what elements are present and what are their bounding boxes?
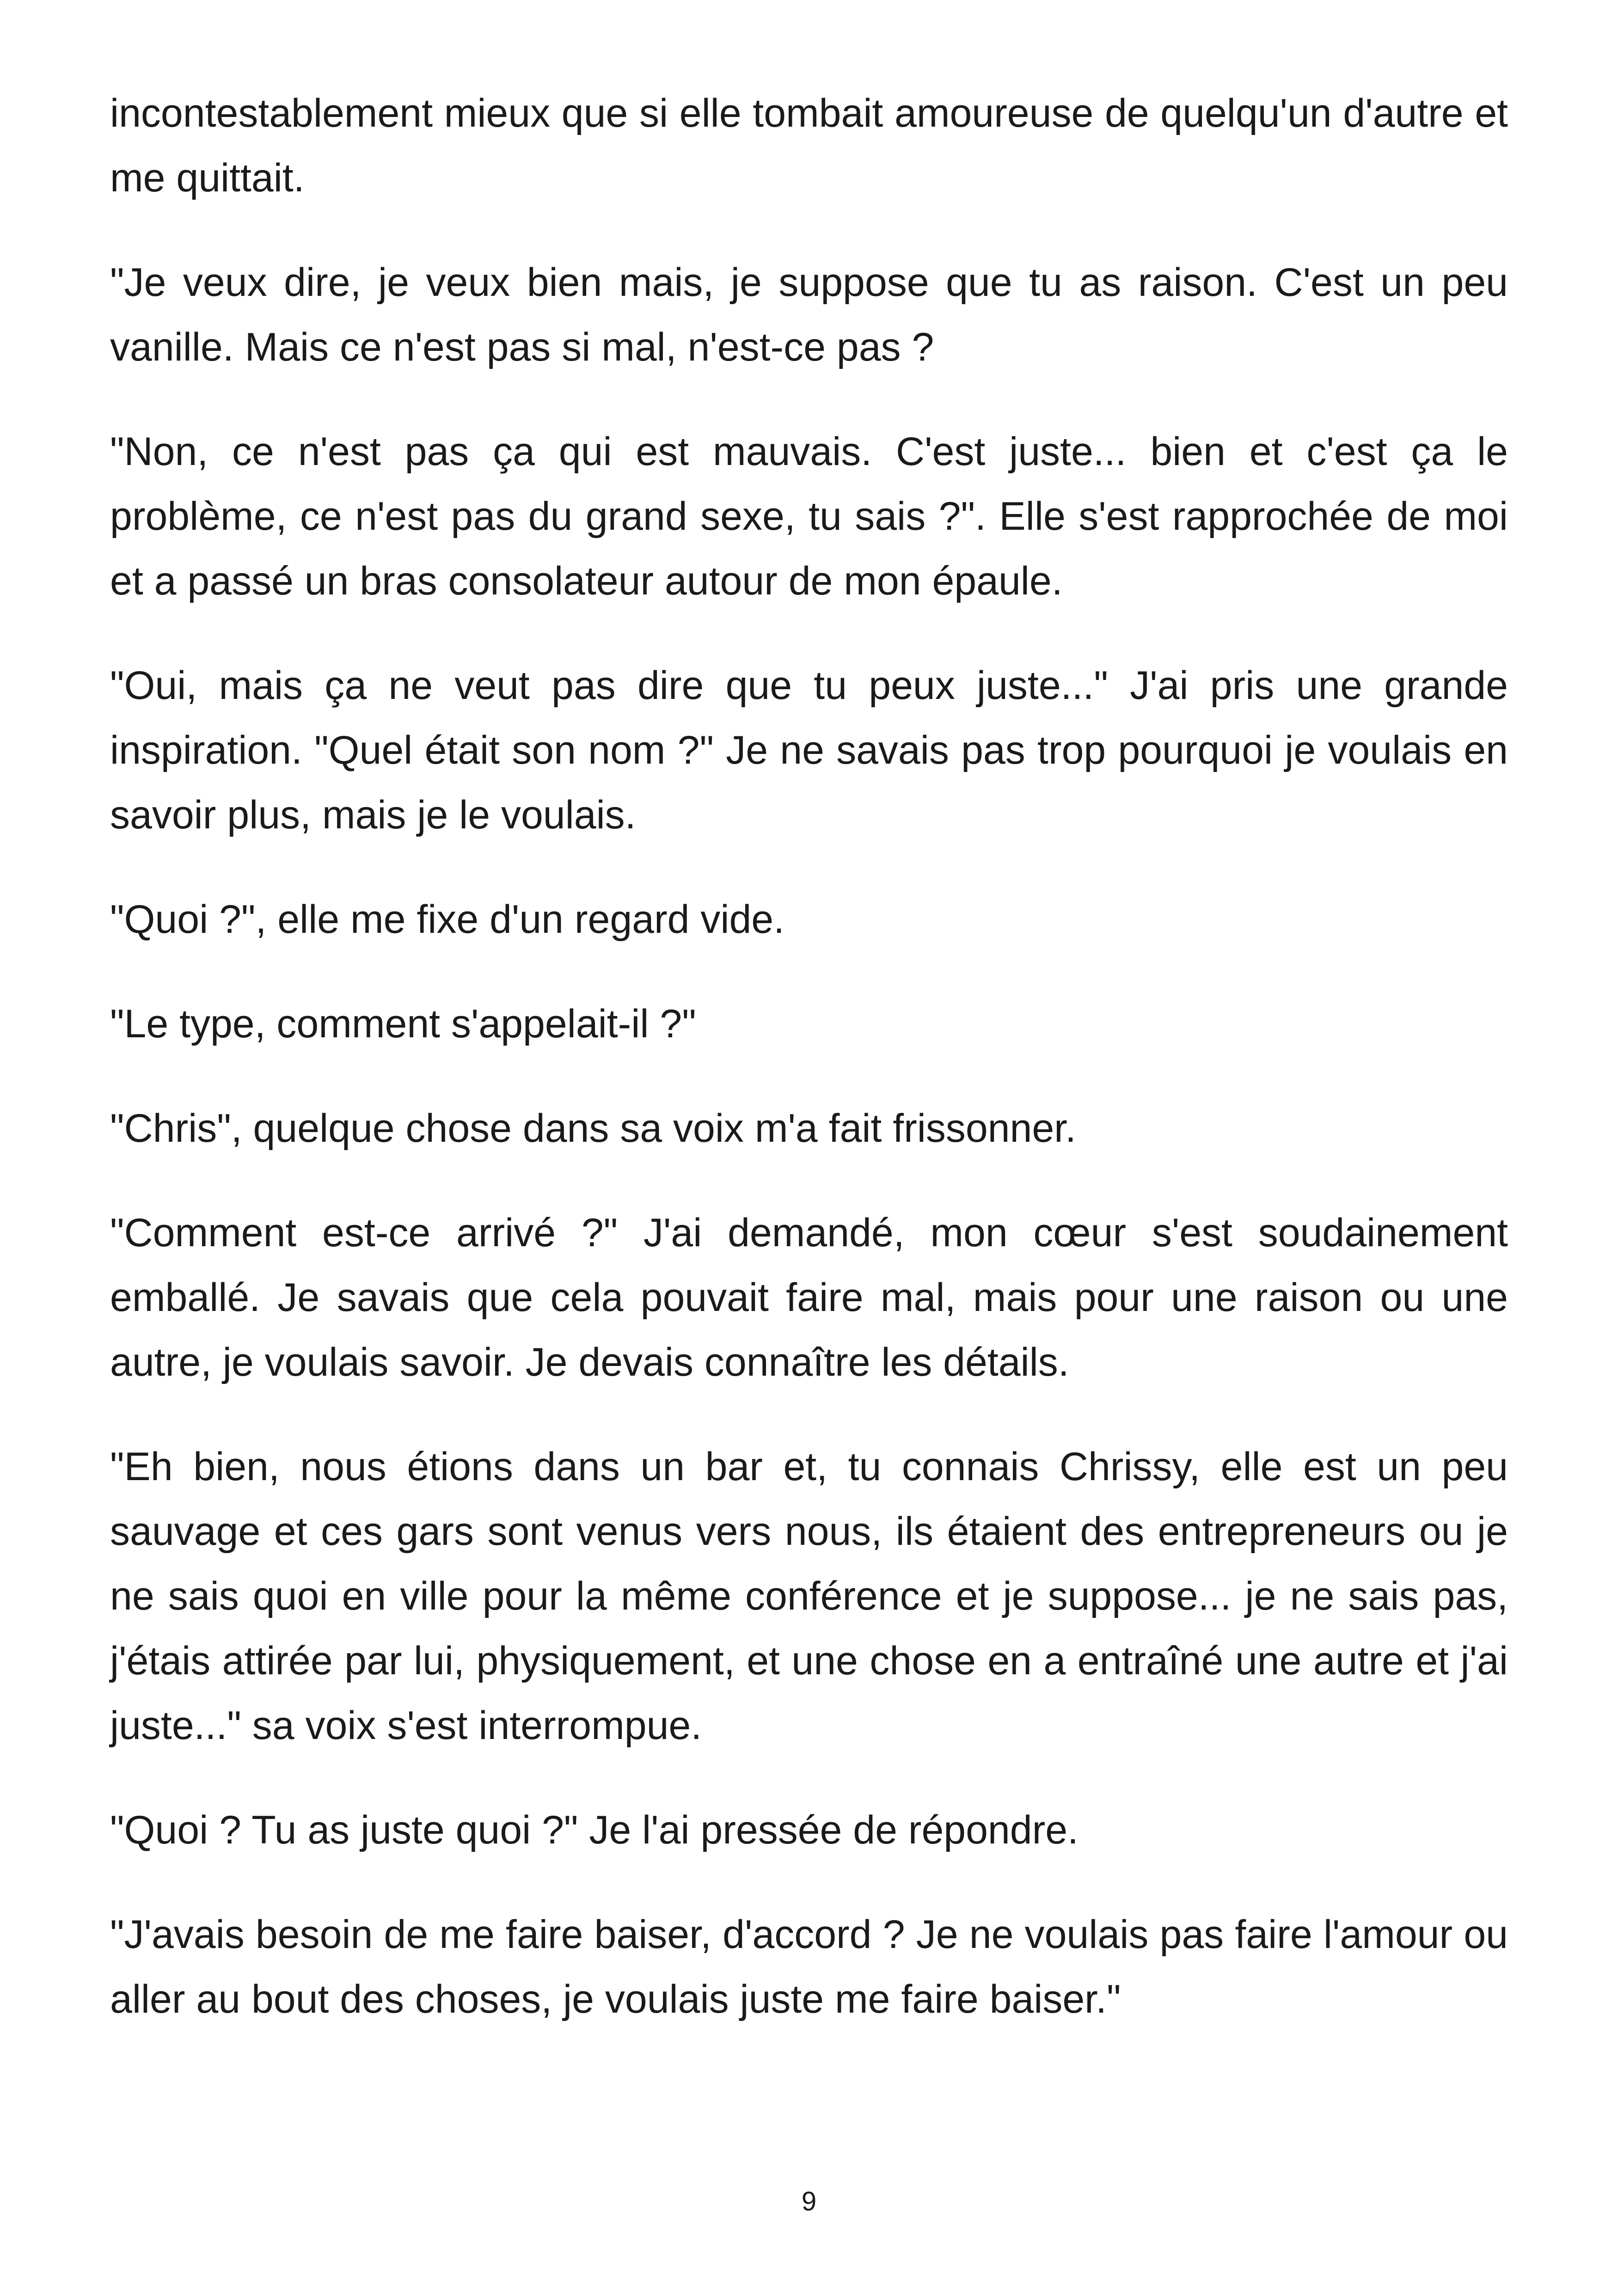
paragraph: "Quoi ?", elle me fixe d'un regard vide. — [110, 897, 785, 942]
paragraph: "Eh bien, nous étions dans un bar et, tu connais Chrissy, elle est un peu sauvage et ces gars sont venus vers nous, ils étaient des entrepreneurs ou je ne sais quoi en ville pour la même conférence et je suppose... je ne sais pas, j'étais attirée par lui, physiquement, et une chose en a entraîné une autre et j'ai juste..." sa voix s'est interrompue. — [110, 1445, 1508, 1748]
paragraph: "Non, ce n'est pas ça qui est mauvais. C'est juste... bien et c'est ça le problème, ce n'est pas du grand sexe, tu sais ?". Elle s'est rapprochée de moi et a passé un bras consolateur autour de mon épaule. — [110, 429, 1508, 603]
paragraph: "J'avais besoin de me faire baiser, d'accord ? Je ne voulais pas faire l'amour ou aller au bout des choses, je voulais juste me faire baiser." — [110, 1912, 1508, 2021]
paragraph: "Chris", quelque chose dans sa voix m'a fait frissonner. — [110, 1106, 1076, 1151]
page-number: 9 — [801, 2186, 817, 2216]
paragraph: "Le type, comment s'appelait-il ?" — [110, 1002, 696, 1046]
paragraph: "Je veux dire, je veux bien mais, je suppose que tu as raison. C'est un peu vanille. Mais ce n'est pas si mal, n'est-ce pas ? — [110, 260, 1508, 369]
paragraph: "Oui, mais ça ne veut pas dire que tu peux juste..." J'ai pris une grande inspiration. "Quel était son nom ?" Je ne savais pas trop pourquoi je voulais en savoir plus, mais je le voulais. — [110, 663, 1508, 837]
paragraph: "Comment est-ce arrivé ?" J'ai demandé, mon cœur s'est soudainement emballé. Je savais que cela pouvait faire mal, mais pour une raison ou une autre, je voulais savoir. Je devais connaître les détails. — [110, 1211, 1508, 1384]
body-text — [110, 81, 1508, 2071]
paragraph: incontestablement mieux que si elle tombait amoureuse de quelqu'un d'autre et me quittait. — [110, 91, 1508, 200]
paragraph: "Quoi ? Tu as juste quoi ?" Je l'ai pressée de répondre. — [110, 1808, 1079, 1852]
